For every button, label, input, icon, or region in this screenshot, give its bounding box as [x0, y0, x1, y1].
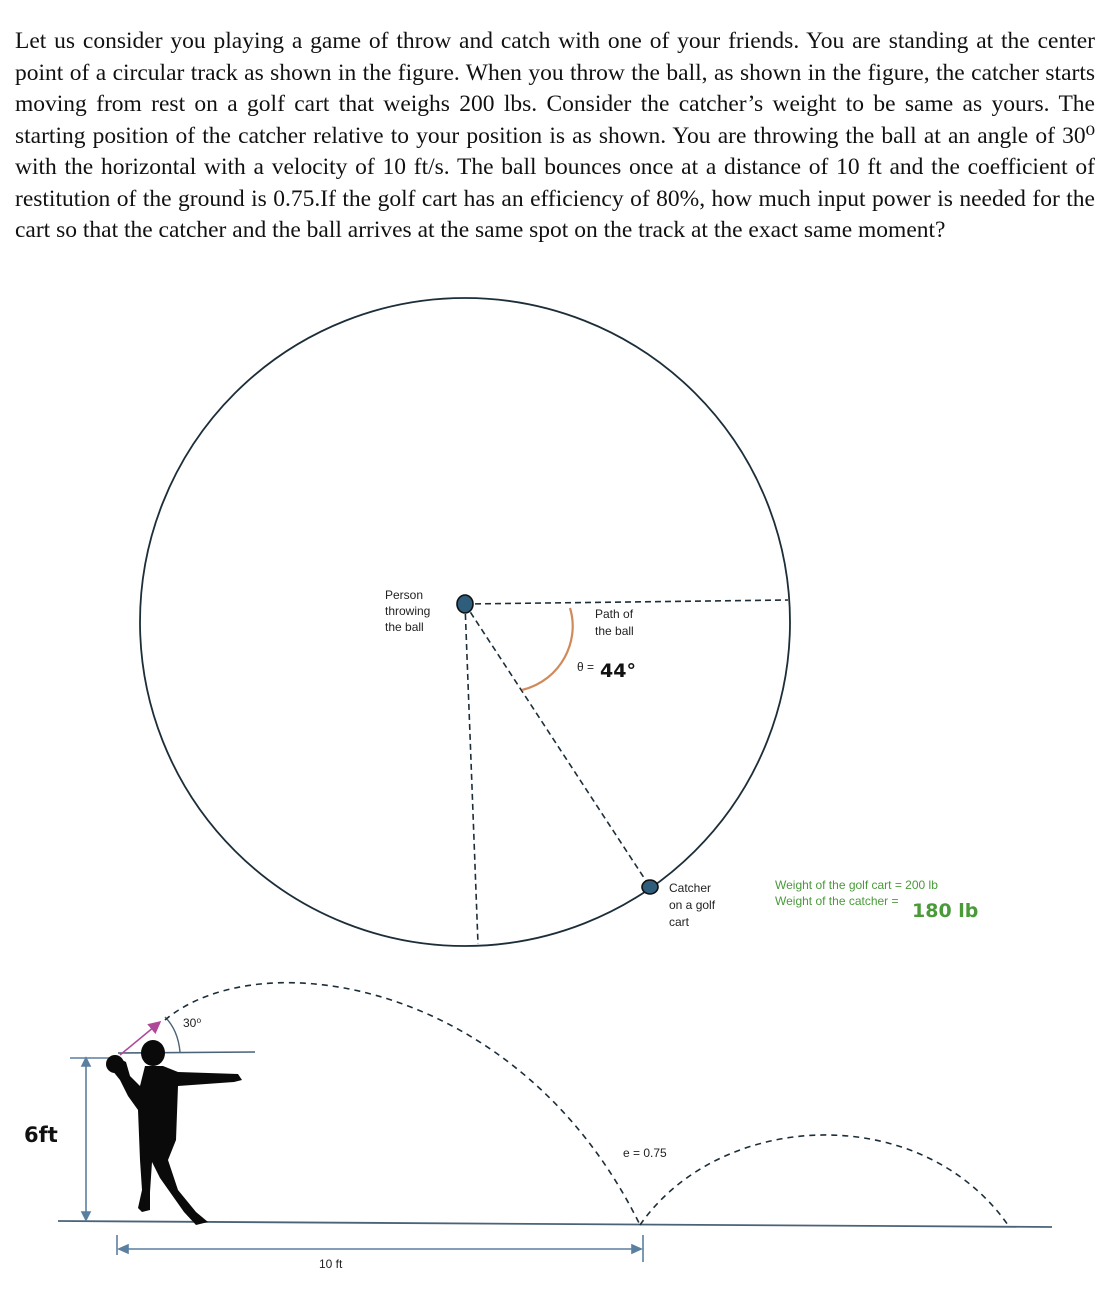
trajectory-second-arc — [640, 1135, 1008, 1225]
reference-radius-right — [465, 600, 788, 604]
theta-value: 44° — [600, 660, 636, 682]
circular-track — [140, 298, 790, 946]
side-view — [24, 983, 1052, 1271]
catcher-weight-text: Weight of the catcher = — [775, 894, 899, 908]
release-horizontal — [118, 1052, 255, 1053]
angle-label: 30⁰ — [183, 1016, 202, 1030]
ball-path-line — [465, 604, 650, 887]
catcher-label-line-2: on a golf — [669, 898, 716, 912]
catcher-label-line-1: Catcher — [669, 881, 712, 895]
height-dimension — [70, 1058, 120, 1220]
catcher-weight-value: 180 lb — [912, 900, 979, 922]
theta-arc — [522, 608, 573, 690]
person-label-line-2: throwing — [385, 604, 431, 618]
distance-label: 10 ft — [319, 1257, 343, 1271]
thrower-silhouette — [106, 1040, 242, 1225]
path-label-line-2: the ball — [595, 624, 634, 638]
path-label-line-1: Path of — [595, 607, 634, 621]
distance-dimension — [117, 1235, 643, 1262]
angle-arc — [165, 1017, 180, 1052]
cart-weight-text: Weight of the golf cart = 200 lb — [775, 878, 938, 892]
person-label-line-1: Person — [385, 588, 424, 602]
catcher-label-line-3: cart — [669, 915, 690, 929]
thrower-node — [457, 595, 473, 613]
catcher-node — [642, 880, 658, 894]
trajectory-first-arc — [165, 983, 640, 1225]
theta-prefix: θ = — [577, 660, 595, 674]
problem-statement: Let us consider you playing a game of throw and catch with one of your friends. You are standing at the center point of a circular track as shown in the figure. When you throw the ball, as shown in the figure, the catcher starts moving from rest on a golf cart that weighs 200 lbs. Consider the catcher’s weight to be same as yours. The starting position of the catcher relative to your position is as shown. You are throwing the ball at an angle of 30⁰ with the horizontal with a velocity of 10 ft/s. The ball bounces once at a distance of 10 ft and the coefficient of restitution of the ground is 0.75.If the golf cart has an efficiency of 80%, how much input power is needed for the cart so that the catcher and the ball arrives at the same spot on the track at the exact same moment? — [15, 28, 1095, 243]
person-label-line-3: the ball — [385, 620, 424, 634]
height-label: 6ft — [24, 1123, 58, 1147]
reference-radius-down — [465, 604, 478, 944]
top-view — [140, 298, 978, 946]
restitution-label: e = 0.75 — [623, 1146, 667, 1160]
